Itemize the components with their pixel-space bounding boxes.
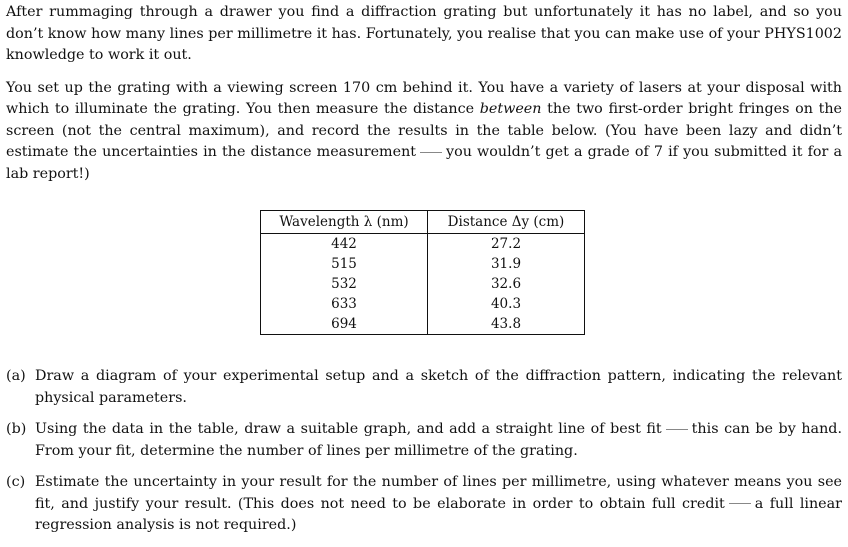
em-dash bbox=[420, 152, 442, 153]
question-b-part-b: this can be by hand. From your fit, determine the number of lines per millimetre of the grating. bbox=[35, 421, 842, 459]
intro-paragraph-2 bbox=[6, 78, 842, 186]
cell-wavelength: 694 bbox=[261, 314, 428, 335]
table-row bbox=[261, 274, 585, 294]
em-dash bbox=[666, 429, 688, 430]
data-table bbox=[260, 210, 585, 335]
question-c-part-b: a full linear regression analysis is not required.) bbox=[35, 495, 842, 533]
table-row bbox=[261, 234, 585, 255]
question-c-part-a: Estimate the uncertainty in your result for the number of lines per millimetre, using whatever means you see fit, and justify your result. (This does not need to be elaborate in order to obtain full credit bbox=[35, 474, 842, 512]
cell-distance: 32.6 bbox=[490, 276, 522, 292]
question-text bbox=[35, 419, 842, 462]
table-row bbox=[261, 314, 585, 335]
question-list bbox=[6, 366, 842, 547]
cell-distance: 40.3 bbox=[490, 296, 522, 312]
question-label: (a) bbox=[6, 368, 26, 384]
question-text bbox=[35, 472, 842, 537]
table-row bbox=[261, 294, 585, 314]
table-header-row bbox=[261, 211, 585, 234]
cell-wavelength: 442 bbox=[261, 234, 428, 255]
question-b bbox=[6, 419, 842, 462]
cell-wavelength: 633 bbox=[261, 294, 428, 314]
cell-distance: 27.2 bbox=[490, 236, 522, 252]
intro-p2-part-a: You set up the grating with a viewing screen 170 cm behind it. You have a variety of lasers at your disposal with which to illuminate the grating. You then measure the distance bbox=[6, 79, 842, 117]
question-b-part-a: Using the data in the table, draw a suitable graph, and add a straight line of best fit bbox=[35, 421, 662, 437]
intro-paragraph-1: After rummaging through a drawer you find a diffraction grating but unfortunately it has no label, and so you don’t know how many lines per millimetre it has. Fortunately, you realise that you can make use of your PHYS1002 knowledge to work it out. bbox=[6, 4, 842, 63]
header-wavelength: Wavelength λ (nm) bbox=[261, 211, 428, 234]
cell-wavelength: 532 bbox=[261, 274, 428, 294]
intro-p2-part-c: you wouldn’t get a grade of 7 if you submitted it for a lab report!) bbox=[6, 144, 842, 182]
intro-p2-part-b: the two first-order bright fringes on the screen (not the central maximum), and record the results in the table below. (You have been lazy and didn’t estimate the uncertainties in the distance measurement bbox=[6, 101, 842, 160]
problem-statement bbox=[6, 2, 842, 185]
intro-p2-emphasis: between bbox=[479, 101, 542, 117]
data-table-container bbox=[260, 210, 585, 335]
question-label: (c) bbox=[6, 474, 26, 490]
question-c bbox=[6, 472, 842, 537]
cell-wavelength: 515 bbox=[261, 254, 428, 274]
cell-distance: 43.8 bbox=[490, 316, 522, 332]
question-text: Draw a diagram of your experimental setup and a sketch of the diffraction pattern, indicating the relevant physical parameters. bbox=[35, 368, 842, 406]
question-label: (b) bbox=[6, 421, 27, 437]
question-a bbox=[6, 366, 842, 409]
table-row bbox=[261, 254, 585, 274]
em-dash bbox=[729, 503, 751, 504]
cell-distance: 31.9 bbox=[490, 256, 522, 272]
header-distance: Distance Δy (cm) bbox=[428, 211, 585, 234]
